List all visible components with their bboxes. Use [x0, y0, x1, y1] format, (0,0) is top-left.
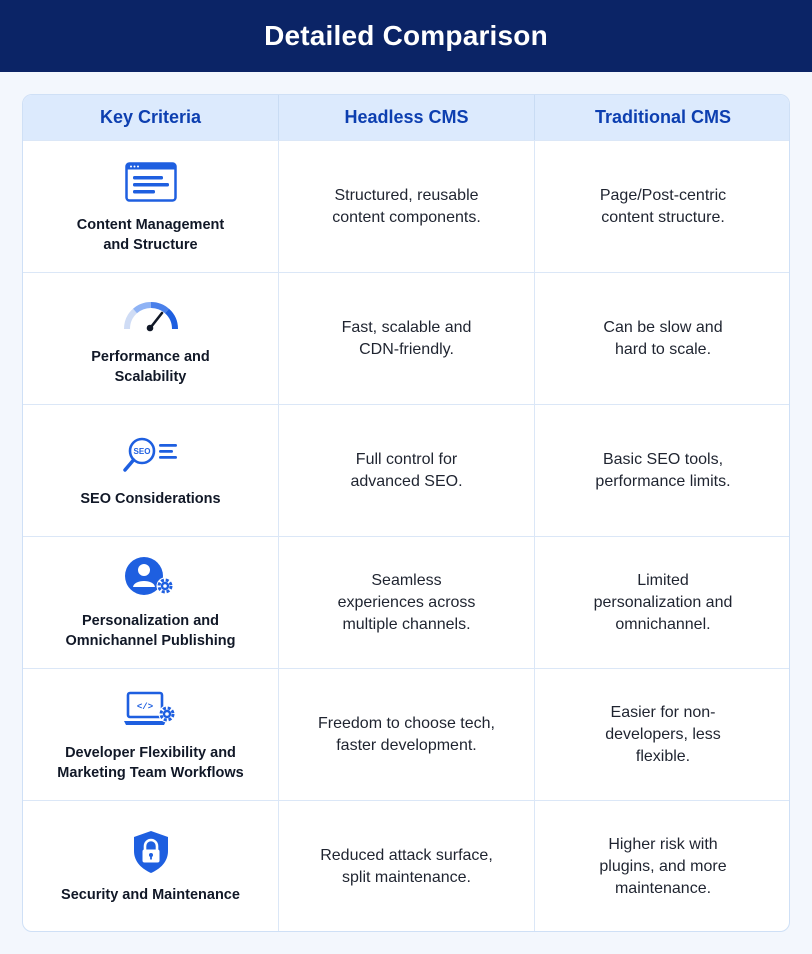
criteria-cell [23, 405, 279, 536]
criteria-label: Content Management and Structure [76, 216, 225, 253]
criteria-label: Developer Flexibility and Marketing Team Workflows [57, 744, 244, 781]
content-structure-icon [121, 159, 181, 205]
table-row [23, 669, 789, 801]
table-row [23, 405, 789, 537]
traditional-value: Page/Post-centric content structure. [599, 186, 727, 226]
traditional-value: Limited personalization and omnichannel. [593, 571, 733, 633]
traditional-value: Higher risk with plugins, and more maintenance. [599, 836, 727, 897]
criteria-label: SEO Considerations [80, 490, 221, 507]
page-title: Detailed Comparison [264, 20, 548, 51]
criteria-cell [23, 669, 279, 800]
traditional-value: Can be slow and hard to scale. [603, 318, 723, 358]
traditional-value: Easier for non- developers, less flexible. [605, 703, 721, 765]
criteria-cell [23, 537, 279, 668]
table-row [23, 537, 789, 669]
svg-text:SEO: SEO [133, 446, 150, 456]
table-header-row [23, 95, 789, 141]
speedometer-icon [121, 291, 181, 337]
table-row [23, 141, 789, 273]
user-gear-icon [121, 555, 181, 601]
headless-value: Seamless experiences across multiple channels. [279, 537, 535, 668]
table-row [23, 801, 789, 932]
table-row [23, 273, 789, 405]
headless-value: Fast, scalable and CDN-friendly. [279, 273, 535, 404]
seo-magnifier-icon [121, 433, 181, 479]
headless-value: Reduced attack surface, split maintenance. [279, 801, 535, 932]
criteria-cell [23, 141, 279, 272]
laptop-code-gear-icon [121, 687, 181, 733]
headless-value: Freedom to choose tech, faster development. [279, 669, 535, 800]
column-header-traditional-cms: Traditional CMS [594, 107, 731, 127]
criteria-label: Performance and Scalability [91, 348, 210, 385]
criteria-label: Security and Maintenance [61, 887, 240, 903]
criteria-cell [23, 273, 279, 404]
criteria-label: Personalization and Omnichannel Publishing [65, 612, 236, 649]
headless-value: Structured, reusable content components. [279, 141, 535, 272]
criteria-cell [23, 801, 279, 932]
svg-text:</>: </> [136, 701, 153, 712]
traditional-value: Basic SEO tools, performance limits. [595, 450, 731, 490]
shield-lock-icon [121, 829, 181, 875]
comparison-table [22, 94, 790, 932]
column-header-key-criteria: Key Criteria [23, 95, 279, 140]
page-header [0, 0, 812, 72]
headless-value: Full control for advanced SEO. [279, 405, 535, 536]
column-header-headless-cms: Headless CMS [279, 95, 535, 140]
